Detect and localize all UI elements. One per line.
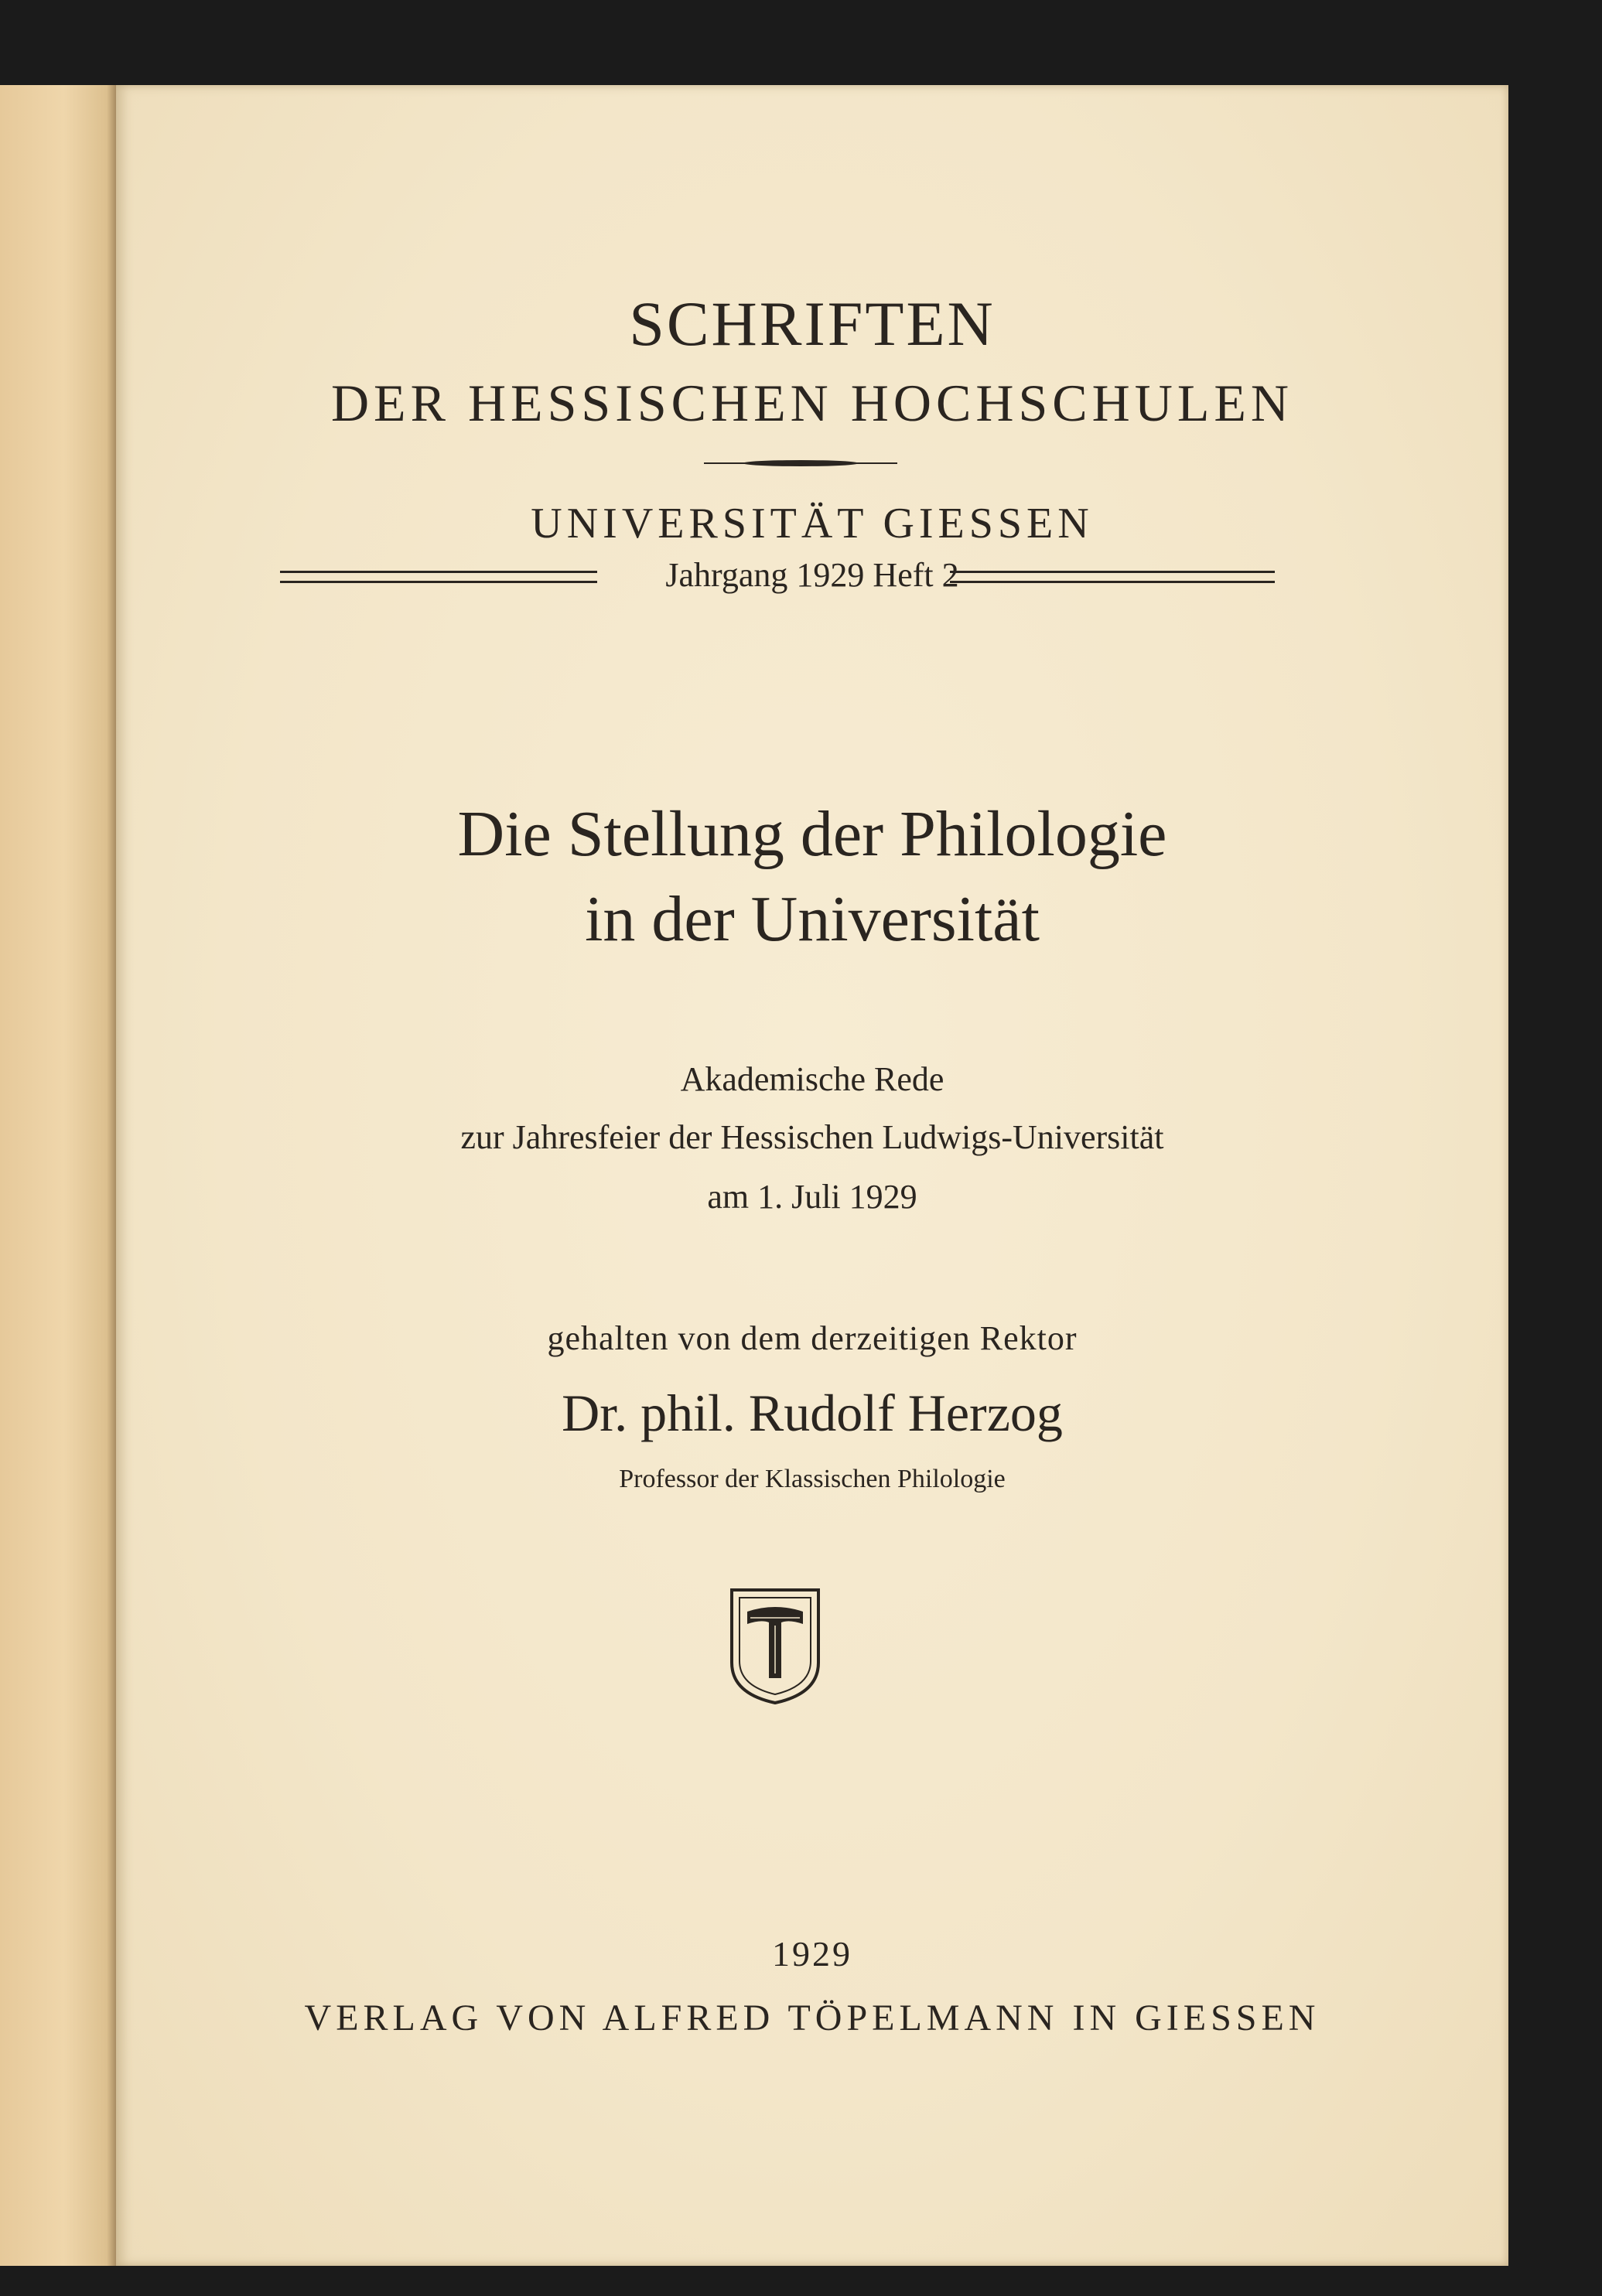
t-shield-icon — [727, 1585, 823, 1706]
author-name: Dr. phil. Rudolf Herzog — [562, 1383, 1063, 1442]
publisher-imprint: VERLAG VON ALFRED TÖPELMANN IN GIESSEN — [304, 1997, 1320, 2038]
author-role: Professor der Klassischen Philologie — [619, 1465, 1006, 1493]
speech-type: Akademische Rede — [680, 1060, 944, 1098]
series-title: SCHRIFTEN — [629, 288, 996, 359]
main-title-line-2: in der Universität — [585, 883, 1040, 955]
speech-date: am 1. Juli 1929 — [707, 1178, 917, 1216]
imprint-year: 1929 — [772, 1934, 852, 1974]
title-page — [116, 85, 1508, 2266]
double-rule-right — [950, 571, 1275, 583]
facing-page-edge — [0, 85, 116, 2266]
speech-occasion: zur Jahresfeier der Hessischen Ludwigs-Universität — [460, 1118, 1164, 1156]
ornamental-rule — [704, 462, 897, 464]
main-title-line-1: Die Stellung der Philologie — [457, 798, 1167, 870]
university-name: UNIVERSITÄT GIESSEN — [531, 500, 1094, 548]
issue-info: Jahrgang 1929 Heft 2 — [665, 556, 959, 594]
held-by-line: gehalten von dem derzeitigen Rektor — [547, 1319, 1078, 1357]
series-subtitle: DER HESSISCHEN HOCHSCHULEN — [330, 374, 1294, 432]
